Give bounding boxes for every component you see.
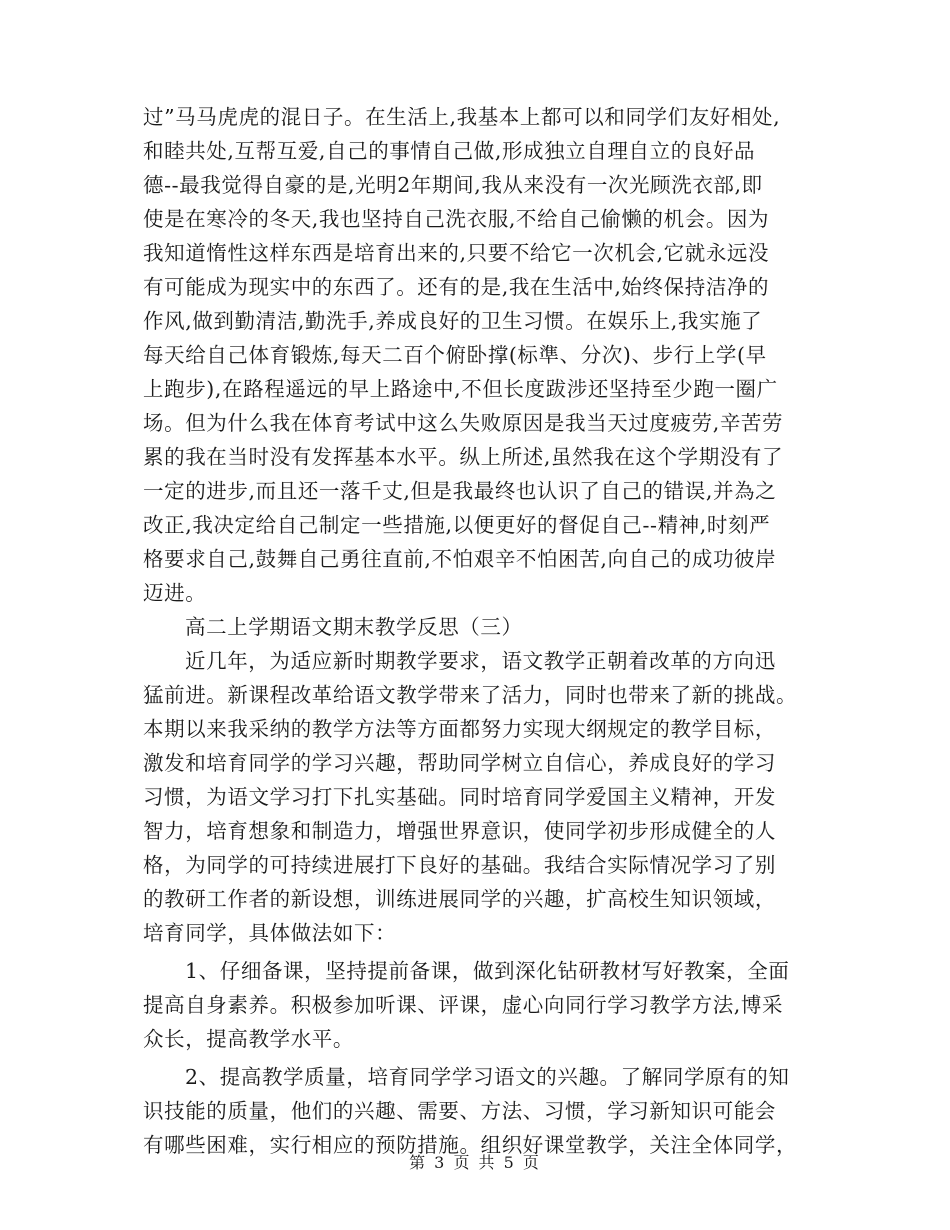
text-line: 识技能的质量，他们的兴趣、需要、方法、习惯，学习新知识可能会	[143, 1099, 776, 1123]
list-item-1: 1、仔细备课，坚持提前备课，做到深化钻研教材写好教案，全面	[185, 959, 790, 983]
text-line: 作风,做到勤清洁,勤洗手,养成良好的卫生习惯。在娱乐上,我实施了	[143, 309, 763, 333]
text-line: 培育同学，具体做法如下：	[143, 921, 397, 945]
text-line: 累的我在当时没有发挥基本水平。纵上所述,虽然我在这个学期没有了	[143, 445, 784, 469]
text-line: 格，为同学的可持续进展打下良好的基础。我结合实际情况学习了别	[143, 853, 776, 877]
text-line: 上跑步),在路程遥远的早上路途中,不但长度跋涉还坚持至少跑一圈广	[143, 377, 778, 401]
text-line: 每天给自己体育锻炼,每天二百个俯卧撑(标準、分次)、步行上学(早	[143, 343, 767, 367]
text-line: 的教研工作者的新设想，训练进展同学的兴趣，扩高校生知识领域，	[143, 887, 776, 911]
section-heading: 高二上学期语文期末教学反思（三）	[185, 615, 523, 639]
text-line: 场。但为什么我在体育考试中这么失败原因是我当天过度疲劳,辛苦劳	[143, 411, 784, 435]
text-line: 和睦共处,互帮互爱,自己的事情自己做,形成独立自理自立的良好品	[143, 139, 756, 163]
page-number-footer: 第 3 页 共 5 页	[409, 1153, 541, 1172]
text-line: 一定的进步,而且还一落千丈,但是我最终也认识了自己的错误,并為之	[143, 479, 777, 503]
text-line: 有可能成为现实中的东西了。还有的是,我在生活中,始终保持洁净的	[143, 275, 770, 299]
text-line: 习惯，为语文学习打下扎实基础。同时培育同学爱国主义精神，开发	[143, 785, 776, 809]
paragraph-start: 近几年，为适应新时期教学要求，语文教学正朝着改革的方向迅	[185, 649, 776, 673]
list-item-2: 2、提高教学质量，培育同学学习语文的兴趣。了解同学原有的知	[185, 1065, 790, 1089]
text-line: 提高自身素养。积极参加听课、评课，虚心向同行学习教学方法,博采	[143, 993, 784, 1017]
text-line: 激发和培育同学的学习兴趣，帮助同学树立自信心，养成良好的学习	[143, 751, 776, 775]
text-line: 有哪些困难，实行相应的预防措施。组织好课堂教学，关注全体同学，	[143, 1133, 798, 1157]
text-line: 使是在寒冷的冬天,我也坚持自己洗衣服,不给自己偷懒的机会。因为	[143, 207, 770, 231]
text-line: 迈进。	[143, 581, 207, 605]
text-line: 智力，培育想象和制造力，增强世界意识，使同学初步形成健全的人	[143, 819, 776, 843]
text-line: 德--最我觉得自豪的是,光明2年期间,我从来没有一次光顾洗衣部,即	[143, 173, 763, 197]
text-line: 本期以来我采纳的教学方法等方面都努力实现大纲规定的教学目标，	[143, 717, 776, 741]
text-line: 众长，提高教学水平。	[143, 1027, 354, 1051]
text-line: 猛前进。新课程改革给语文教学带来了活力，同时也带来了新的挑战。	[143, 683, 798, 707]
text-line: 我知道惰性这样东西是培育出来的,只要不给它一次机会,它就永远没	[143, 241, 770, 265]
text-line: 过”马马虎虎的混日子。在生活上,我基本上都可以和同学们友好相处,	[143, 105, 781, 129]
text-line: 格要求自己,鼓舞自己勇往直前,不怕艰辛不怕困苦,向自己的成功彼岸	[143, 547, 777, 571]
text-line: 改正,我决定给自己制定一些措施,以便更好的督促自己--精神,时刻严	[143, 513, 771, 537]
document-body	[143, 100, 823, 1162]
